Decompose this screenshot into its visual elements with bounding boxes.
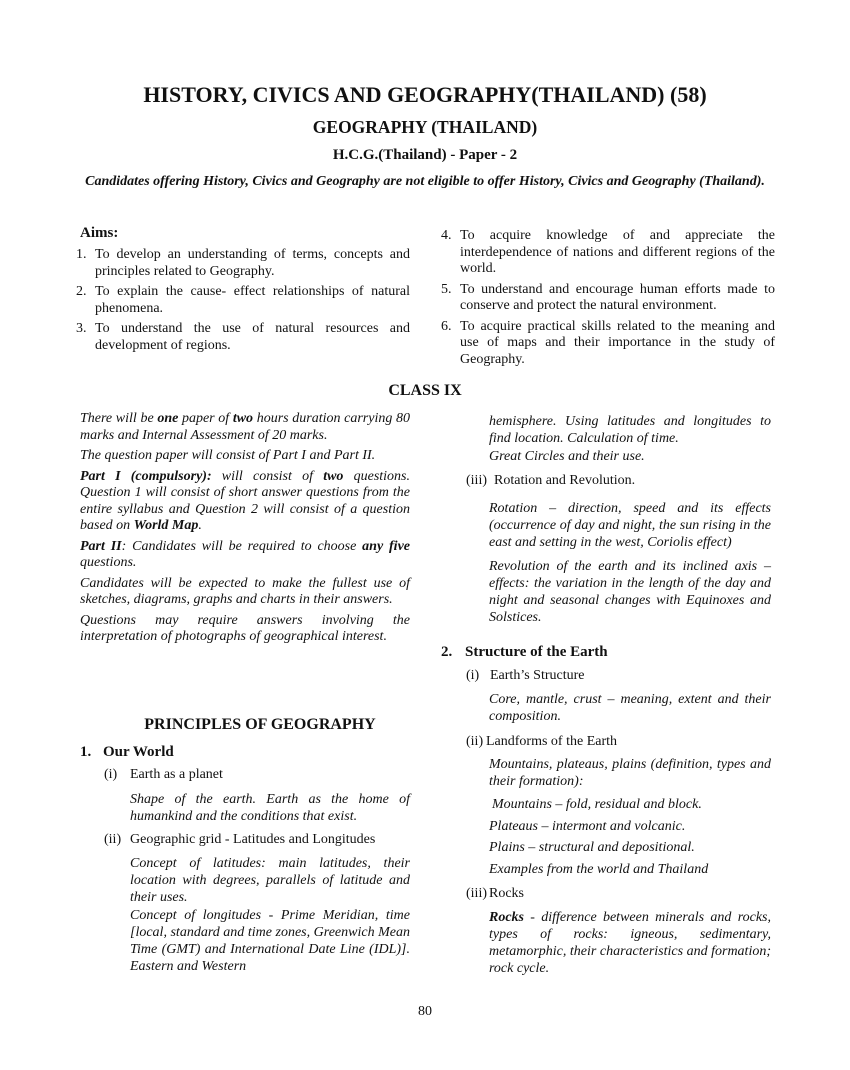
- aim-number: 1.: [76, 247, 87, 262]
- intro-text: hours duration carrying 80 marks and Internal Assessment of 20 marks.: [80, 411, 410, 443]
- intro-bold: Part I (compulsory):: [80, 468, 212, 484]
- aim-item: [76, 284, 410, 317]
- aim-text: To acquire practical skills related to the meaning and use of maps and their importance in the study of Geography.: [460, 318, 775, 367]
- sub-description: Shape of the earth. Earth as the home of humankind and the conditions that exist.: [130, 792, 410, 824]
- sub-description: Revolution of the earth and its inclined axis – effects: the variation in the length of the day and night and seasonal changes with Equinoxes and Solstices.: [489, 559, 771, 625]
- aim-item: [441, 318, 775, 369]
- landform-item: Plains – structural and depositional.: [489, 840, 695, 855]
- section-1-title: Our World: [103, 744, 174, 760]
- aims-heading: Aims:: [80, 225, 119, 241]
- aim-number: 2.: [76, 284, 87, 299]
- sub-title: Rocks: [489, 886, 524, 901]
- sub-label: (i): [104, 767, 118, 782]
- page-number: 80: [418, 1004, 432, 1019]
- eligibility-note: Candidates offering History, Civics and Geography are not eligible to offer History, Civics and Geography (Thailand).: [85, 174, 765, 189]
- sub-title: Rotation and Revolution.: [494, 473, 636, 488]
- sub-description: [489, 909, 771, 977]
- sub-label: (i): [466, 668, 480, 683]
- aim-number: 3.: [76, 321, 87, 336]
- intro-text: There will be: [80, 411, 158, 426]
- principles-heading: PRINCIPLES OF GEOGRAPHY: [144, 716, 376, 733]
- intro-bold: any five: [362, 538, 410, 554]
- document-title: HISTORY, CIVICS AND GEOGRAPHY(THAILAND) (58): [143, 82, 707, 107]
- intro-text: .: [198, 518, 202, 533]
- rocks-bold: Rocks: [489, 910, 524, 925]
- aim-number: 6.: [441, 318, 452, 334]
- sub-description: Great Circles and their use.: [489, 449, 645, 464]
- aims-list-right: [441, 228, 775, 372]
- aim-text: To explain the cause- effect relationships of natural phenomena.: [95, 284, 410, 316]
- intro-bold: two: [323, 468, 344, 484]
- intro-paragraph: [80, 469, 410, 535]
- intro-bold: World Map: [133, 518, 199, 533]
- landform-item: Plateaus – intermont and volcanic.: [489, 819, 686, 834]
- sub-title: Earth as a planet: [130, 767, 223, 782]
- aim-number: 5.: [441, 281, 452, 297]
- aim-item: [441, 228, 775, 278]
- aim-number: 4.: [441, 228, 452, 243]
- sub-label: (iii): [466, 473, 487, 488]
- exam-intro: [80, 411, 410, 650]
- section-1-number: 1.: [80, 744, 92, 760]
- aim-text: To understand the use of natural resources and development of regions.: [95, 321, 410, 353]
- document-subtitle: GEOGRAPHY (THAILAND): [312, 117, 538, 137]
- aim-text: To understand and encourage human efforts made to conserve and protect the natural environment.: [460, 281, 775, 313]
- intro-text: will consist of: [211, 468, 324, 484]
- rocks-text: - difference between minerals and rocks, types of rocks: igneous, sedimentary, metamorphic, their characteristics and formation; rock cycle.: [489, 910, 771, 976]
- aim-text: To acquire knowledge of and appreciate the interdependence of nations and different regions of the world.: [460, 228, 775, 276]
- section-2-title: Structure of the Earth: [465, 644, 608, 660]
- intro-text: : Candidates will be required to choose: [121, 538, 363, 554]
- aim-item: [441, 281, 775, 315]
- class-heading: CLASS IX: [388, 382, 462, 399]
- intro-paragraph: [80, 539, 410, 572]
- intro-text: paper of: [178, 411, 233, 426]
- aim-text: To develop an understanding of terms, concepts and principles related to Geography.: [95, 247, 410, 279]
- sub-title: Landforms of the Earth: [486, 734, 618, 749]
- sub-label: (ii): [466, 734, 484, 749]
- sub-description: Concept of latitudes: main latitudes, their location with degrees, parallels of latitude and their uses.: [130, 856, 410, 905]
- aim-item: [76, 321, 410, 354]
- sub-description: hemisphere. Using latitudes and longitudes to find location. Calculation of time.: [489, 414, 771, 446]
- sub-description: Concept of longitudes - Prime Meridian, time [local, standard and time zones, Greenwich Mean Time (GMT) and International Date Line (IDL)]. Eastern and Western: [130, 908, 410, 974]
- intro-paragraph: Questions may require answers involving the interpretation of photographs of geographical interest.: [80, 612, 410, 644]
- paper-label: H.C.G.(Thailand) - Paper - 2: [332, 147, 518, 163]
- intro-bold: two: [232, 411, 254, 426]
- intro-text: questions. Question 1 will consist of short answer questions from the entire syllabus and Question 2 will consist of a question based on: [80, 468, 411, 533]
- intro-paragraph: Candidates will be expected to make the fullest use of sketches, diagrams, graphs and charts in their answers.: [80, 575, 410, 607]
- intro-bold: one: [157, 411, 179, 426]
- aim-item: [76, 247, 410, 280]
- section-2-number: 2.: [441, 644, 453, 660]
- intro-text: questions.: [80, 555, 137, 570]
- sub-description: Rotation – direction, speed and its effects (occurrence of day and night, the sun rising in the east and setting in the west, Coriolis effect): [489, 501, 771, 550]
- sub-description: Mountains, plateaus, plains (definition, types and their formation):: [489, 757, 771, 789]
- aims-list-left: [76, 247, 410, 358]
- landform-item: Examples from the world and Thailand: [489, 862, 709, 877]
- sub-description: Core, mantle, crust – meaning, extent and their composition.: [489, 692, 771, 724]
- intro-paragraph: [80, 411, 410, 444]
- sub-label: (iii): [466, 886, 487, 901]
- intro-paragraph: The question paper will consist of Part I and Part II.: [80, 448, 376, 463]
- landform-item: Mountains – fold, residual and block.: [492, 797, 702, 812]
- sub-title: Earth’s Structure: [490, 668, 585, 683]
- sub-title: Geographic grid - Latitudes and Longitudes: [130, 832, 376, 847]
- intro-bold: Part II: [80, 538, 122, 554]
- sub-label: (ii): [104, 832, 122, 847]
